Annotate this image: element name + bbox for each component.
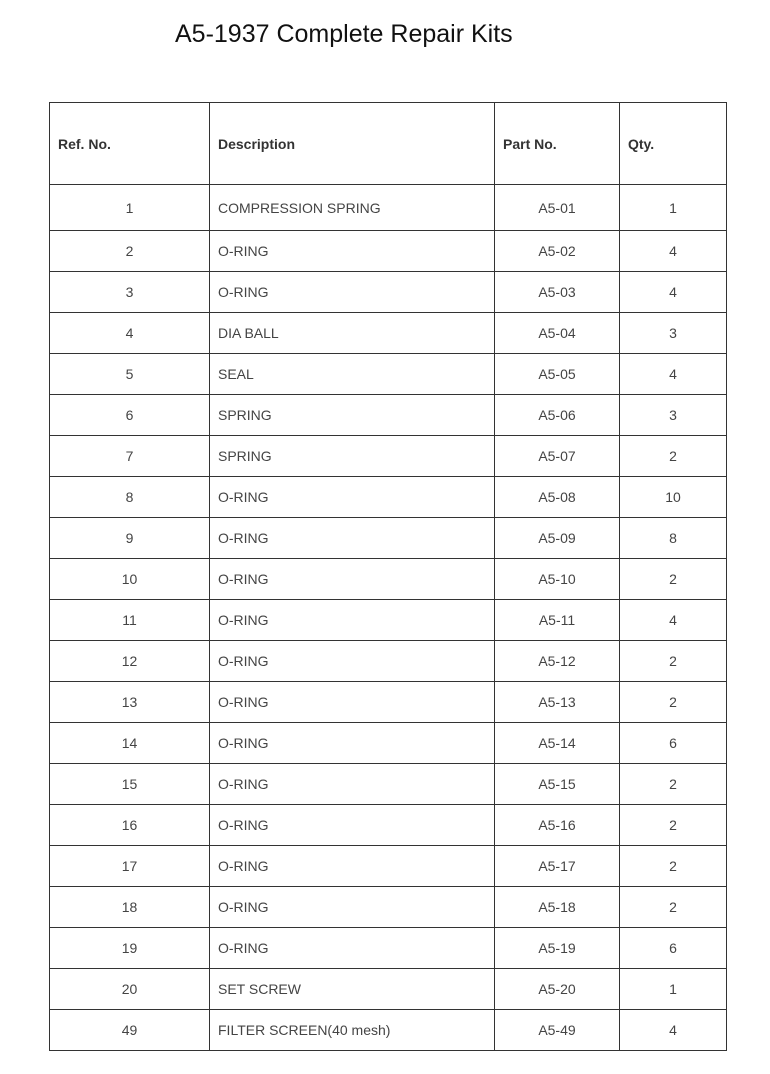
- qty-cell: 2: [620, 641, 727, 682]
- description-header: Description: [210, 103, 495, 185]
- ref-no-cell: 8: [50, 477, 210, 518]
- part-no-cell: A5-49: [495, 1010, 620, 1051]
- ref-no-cell: 4: [50, 313, 210, 354]
- ref-no-cell: 16: [50, 805, 210, 846]
- part-no-cell: A5-03: [495, 272, 620, 313]
- table-header-row: [50, 103, 727, 185]
- part-no-cell: A5-11: [495, 600, 620, 641]
- description-cell: O-RING: [210, 887, 495, 928]
- table-row: [50, 395, 727, 436]
- table-row: [50, 354, 727, 395]
- qty-cell: 2: [620, 559, 727, 600]
- part-no-cell: A5-02: [495, 231, 620, 272]
- table-row: [50, 559, 727, 600]
- table-row: [50, 887, 727, 928]
- ref-no-cell: 10: [50, 559, 210, 600]
- qty-cell: 3: [620, 395, 727, 436]
- description-cell: O-RING: [210, 764, 495, 805]
- description-cell: O-RING: [210, 272, 495, 313]
- qty-cell: 1: [620, 969, 727, 1010]
- ref-no-cell: 6: [50, 395, 210, 436]
- part-no-cell: A5-19: [495, 928, 620, 969]
- table-row: [50, 928, 727, 969]
- ref-no-cell: 2: [50, 231, 210, 272]
- qty-cell: 4: [620, 231, 727, 272]
- description-cell: O-RING: [210, 559, 495, 600]
- ref-no-cell: 15: [50, 764, 210, 805]
- ref-no-cell: 17: [50, 846, 210, 887]
- ref-no-cell: 5: [50, 354, 210, 395]
- qty-cell: 4: [620, 354, 727, 395]
- qty-cell: 8: [620, 518, 727, 559]
- ref-no-cell: 20: [50, 969, 210, 1010]
- description-cell: O-RING: [210, 682, 495, 723]
- part-no-cell: A5-18: [495, 887, 620, 928]
- ref-no-cell: 12: [50, 641, 210, 682]
- table-row: [50, 1010, 727, 1051]
- ref-no-cell: 9: [50, 518, 210, 559]
- part-no-cell: A5-14: [495, 723, 620, 764]
- description-cell: O-RING: [210, 600, 495, 641]
- ref-no-cell: 18: [50, 887, 210, 928]
- table-row: [50, 436, 727, 477]
- table-row: [50, 600, 727, 641]
- qty-cell: 4: [620, 600, 727, 641]
- part-no-cell: A5-12: [495, 641, 620, 682]
- description-cell: O-RING: [210, 477, 495, 518]
- table-row: [50, 477, 727, 518]
- part-no-cell: A5-08: [495, 477, 620, 518]
- ref-no-cell: 14: [50, 723, 210, 764]
- description-cell: SPRING: [210, 436, 495, 477]
- ref-no-cell: 13: [50, 682, 210, 723]
- qty-cell: 2: [620, 436, 727, 477]
- qty-cell: 4: [620, 1010, 727, 1051]
- description-cell: O-RING: [210, 641, 495, 682]
- part-no-cell: A5-15: [495, 764, 620, 805]
- table-row: [50, 723, 727, 764]
- part-no-header: Part No.: [495, 103, 620, 185]
- qty-cell: 2: [620, 682, 727, 723]
- table-row: [50, 231, 727, 272]
- part-no-cell: A5-16: [495, 805, 620, 846]
- qty-header: Qty.: [620, 103, 727, 185]
- qty-cell: 2: [620, 887, 727, 928]
- qty-cell: 2: [620, 764, 727, 805]
- part-no-cell: A5-13: [495, 682, 620, 723]
- description-cell: SEAL: [210, 354, 495, 395]
- part-no-cell: A5-20: [495, 969, 620, 1010]
- ref-no-cell: 49: [50, 1010, 210, 1051]
- description-cell: O-RING: [210, 805, 495, 846]
- table-row: [50, 764, 727, 805]
- part-no-cell: A5-09: [495, 518, 620, 559]
- ref-no-cell: 1: [50, 185, 210, 231]
- table-row: [50, 185, 727, 231]
- part-no-cell: A5-10: [495, 559, 620, 600]
- qty-cell: 6: [620, 928, 727, 969]
- description-cell: DIA BALL: [210, 313, 495, 354]
- qty-cell: 2: [620, 805, 727, 846]
- table-row: [50, 272, 727, 313]
- qty-cell: 10: [620, 477, 727, 518]
- page-title: A5-1937 Complete Repair Kits: [175, 20, 513, 48]
- ref-no-cell: 11: [50, 600, 210, 641]
- ref-no-cell: 19: [50, 928, 210, 969]
- description-cell: O-RING: [210, 518, 495, 559]
- description-cell: COMPRESSION SPRING: [210, 185, 495, 231]
- description-cell: FILTER SCREEN(40 mesh): [210, 1010, 495, 1051]
- qty-cell: 6: [620, 723, 727, 764]
- table-row: [50, 682, 727, 723]
- description-cell: O-RING: [210, 723, 495, 764]
- qty-cell: 3: [620, 313, 727, 354]
- description-cell: O-RING: [210, 928, 495, 969]
- ref-no-cell: 7: [50, 436, 210, 477]
- description-cell: O-RING: [210, 846, 495, 887]
- part-no-cell: A5-05: [495, 354, 620, 395]
- part-no-cell: A5-17: [495, 846, 620, 887]
- parts-table: [49, 102, 727, 1051]
- qty-cell: 1: [620, 185, 727, 231]
- table-row: [50, 805, 727, 846]
- ref-no-cell: 3: [50, 272, 210, 313]
- table-row: [50, 846, 727, 887]
- part-no-cell: A5-06: [495, 395, 620, 436]
- description-cell: SET SCREW: [210, 969, 495, 1010]
- part-no-cell: A5-04: [495, 313, 620, 354]
- description-cell: SPRING: [210, 395, 495, 436]
- part-no-cell: A5-07: [495, 436, 620, 477]
- table-row: [50, 641, 727, 682]
- description-cell: O-RING: [210, 231, 495, 272]
- table-row: [50, 969, 727, 1010]
- ref-no-header: Ref. No.: [50, 103, 210, 185]
- table-row: [50, 518, 727, 559]
- part-no-cell: A5-01: [495, 185, 620, 231]
- table-row: [50, 313, 727, 354]
- qty-cell: 2: [620, 846, 727, 887]
- qty-cell: 4: [620, 272, 727, 313]
